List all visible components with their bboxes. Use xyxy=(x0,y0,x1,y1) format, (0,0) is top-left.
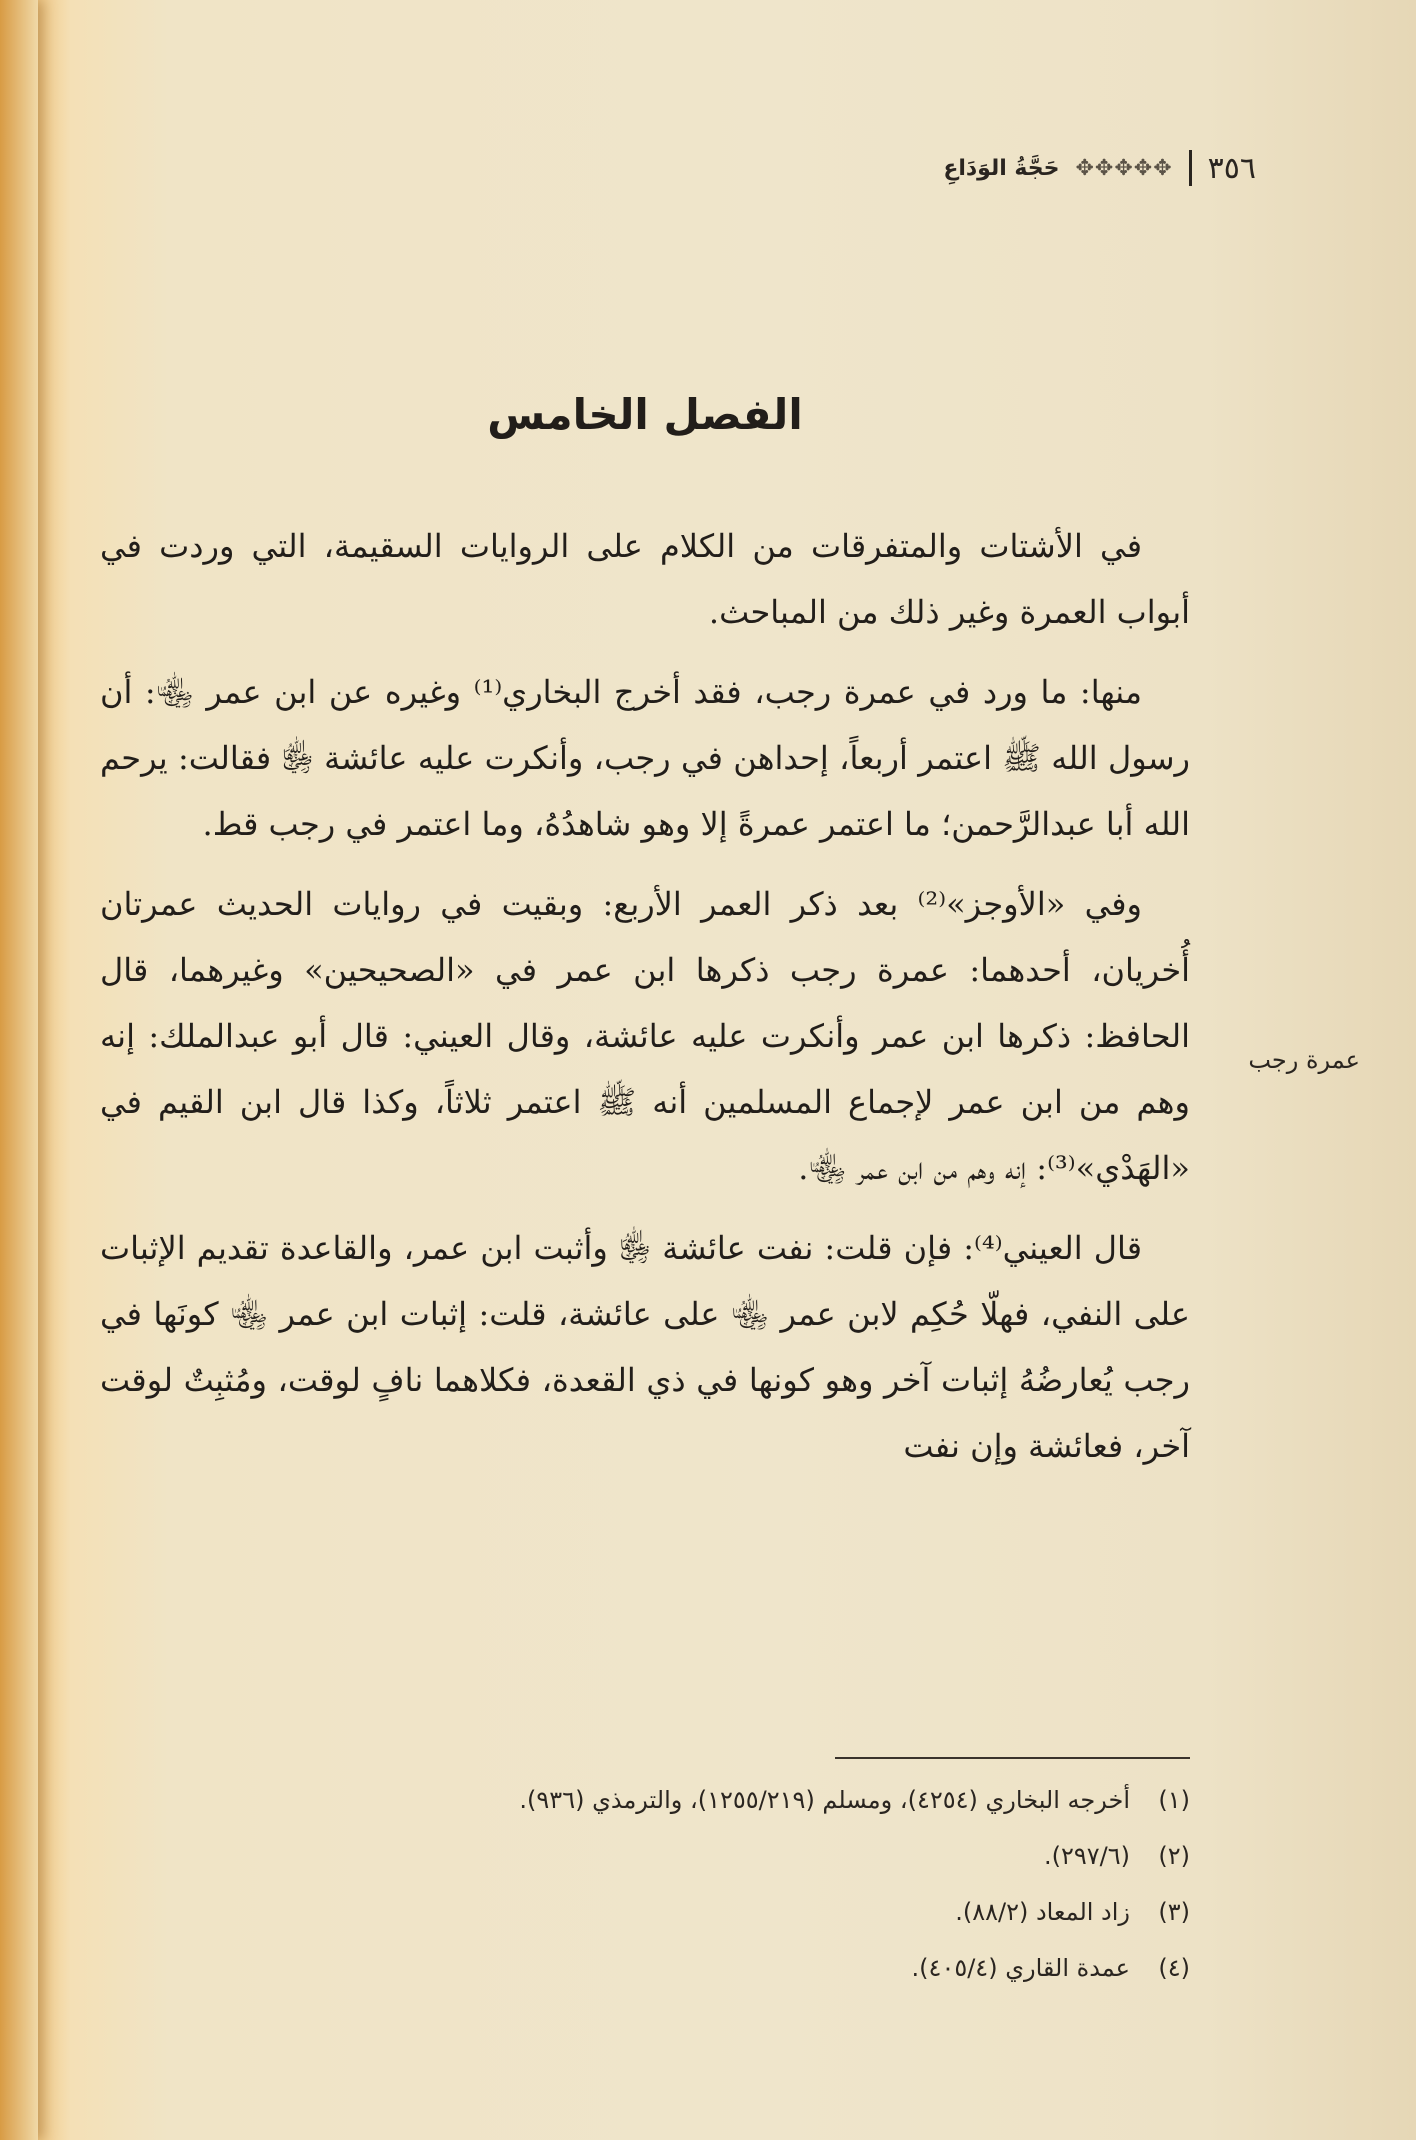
paragraph: وفي «الأوجز»⁽²⁾ بعد ذكر العمر الأربع: وبقيت في روايات الحديث عمرتان أُخريان، أحدهما: عمرة رجب ذكرها ابن عمر في «الصحيحين» وغيرهما، قال الحافظ: ذكرها ابن عمر وأنكرت عليه عائشة، وقال العيني: قال أبو عبدالملك: إنه وهم من ابن عمر لإجماع المسلمين أنه ﷺ اعتمر ثلاثاً، وكذا قال ابن القيم في «الهَدْي»⁽³⁾: إنه وهم من ابن عمر ﵄. xyxy=(100,885,1190,1187)
footnote-mark: (٣) xyxy=(1158,1898,1190,1926)
footnote xyxy=(100,1828,1190,1884)
footnote-text: أخرجه البخاري (٤٢٥٤)، ومسلم (١٢٥٥/٢١٩)، والترمذي (٩٣٦). xyxy=(519,1786,1130,1814)
main-text xyxy=(100,390,1190,1493)
paragraph: في الأشتات والمتفرقات من الكلام على الروايات السقيمة، التي وردت في أبواب العمرة وغير ذلك من المباحث. xyxy=(100,527,1190,631)
footnote-mark: (١) xyxy=(1158,1786,1190,1814)
footnote xyxy=(100,1772,1190,1828)
footnotes xyxy=(100,1772,1190,1996)
margin-note: عمرة رجب xyxy=(1248,1046,1360,1074)
page-header xyxy=(736,148,1256,188)
footnote-text: (٢٩٧/٦). xyxy=(1043,1842,1130,1870)
page-number: ٣٥٦ xyxy=(1207,150,1256,186)
footnote xyxy=(100,1884,1190,1940)
footnote-text: زاد المعاد (٨٨/٢). xyxy=(955,1898,1130,1926)
footnote-divider xyxy=(835,1757,1190,1759)
footnote-mark: (٢) xyxy=(1158,1842,1190,1870)
footnote-text: عمدة القاري (٤٠٥/٤). xyxy=(911,1954,1130,1982)
footnote xyxy=(100,1940,1190,1996)
ornament-icon: ✥✥✥✥✥ xyxy=(1075,155,1173,181)
footnote-mark: (٤) xyxy=(1158,1954,1190,1982)
header-divider xyxy=(1189,150,1192,186)
paragraph: قال العيني⁽⁴⁾: فإن قلت: نفت عائشة ﵂ وأثبت ابن عمر، والقاعدة تقديم الإثبات على النفي، فهلّا حُكِم لابن عمر ﵄ على عائشة، قلت: إثبات ابن عمر ﵄ كونَها في رجب يُعارضُهُ إثبات آخر وهو كونها في ذي القعدة، فكلاهما نافٍ لوقت، ومُثبِتٌ لوقت آخر، فعائشة وإن نفت xyxy=(100,1229,1190,1465)
chapter-title: الفصل الخامس xyxy=(487,390,803,439)
book-title: حَجَّةُ الوَدَاعِ xyxy=(943,155,1060,181)
paragraph: منها: ما ورد في عمرة رجب، فقد أخرج البخاري⁽¹⁾ وغيره عن ابن عمر ﵄: أن رسول الله ﷺ اعتمر أربعاً، إحداهن في رجب، وأنكرت عليه عائشة ﵂ فقالت: يرحم الله أبا عبدالرَّحمن؛ ما اعتمر عمرةً إلا وهو شاهدُهُ، وما اعتمر في رجب قط. xyxy=(100,673,1191,843)
previous-page-edge xyxy=(0,0,38,2140)
